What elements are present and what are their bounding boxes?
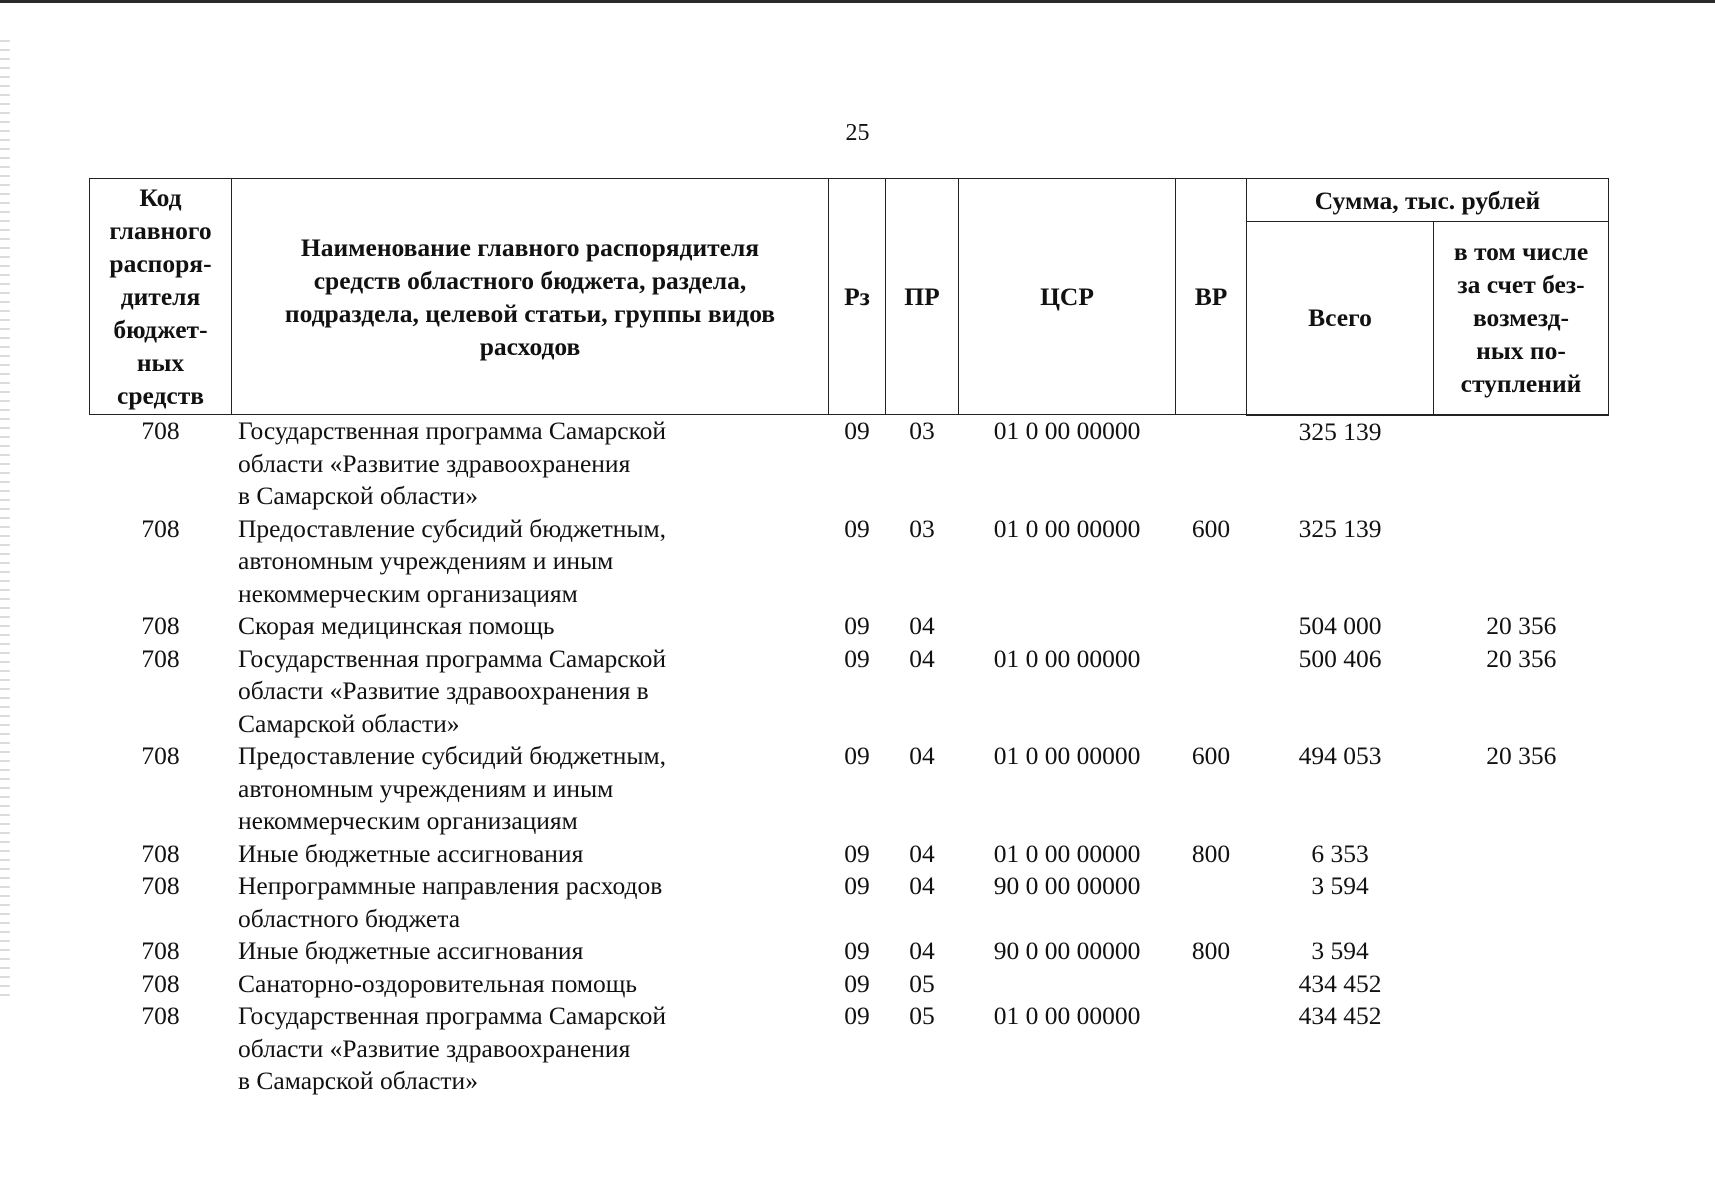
header-code	[90, 179, 232, 415]
cell-name-line: области «Развитие здравоохранения	[238, 448, 631, 478]
table-row	[90, 740, 1609, 838]
cell-free	[1434, 1000, 1609, 1098]
cell-total: 504 000	[1298, 611, 1382, 640]
header-free-line: в том числе	[1453, 237, 1589, 267]
header-name	[232, 179, 829, 415]
page-top-rule	[0, 0, 1715, 3]
table-row	[90, 935, 1609, 968]
cell-total: 494 053	[1298, 741, 1382, 770]
cell-code: 708	[141, 611, 180, 640]
cell-free	[1434, 415, 1609, 513]
header-free-line: ступлений	[1460, 369, 1582, 399]
cell-pr: 04	[909, 936, 935, 965]
cell-rz: 09	[844, 643, 870, 673]
cell-name-line: автономным учреждениям и иным	[238, 546, 614, 575]
cell-name	[232, 838, 829, 871]
cell-rz: 09	[844, 416, 870, 445]
scan-edge-artifact	[0, 40, 10, 1000]
header-sum: Сумма, тыс. рублей	[1247, 179, 1609, 222]
table-header	[90, 179, 1609, 415]
cell-name	[232, 1000, 829, 1098]
cell-rz: 09	[844, 968, 870, 998]
table-row	[90, 513, 1609, 611]
cell-vr: 800	[1191, 838, 1231, 868]
header-free-line: за счет без-	[1457, 270, 1585, 300]
cell-rz: 09	[844, 838, 870, 868]
cell-rz: 09	[844, 741, 870, 770]
table-row	[90, 643, 1609, 741]
header-free-line: возмезд-	[1472, 303, 1570, 333]
cell-total: 3 594	[1311, 936, 1369, 965]
header-code-line: Код	[139, 183, 182, 212]
header-vr: ВР	[1176, 179, 1247, 415]
cell-vr	[1176, 1000, 1247, 1098]
cell-rz: 09	[844, 1001, 870, 1030]
table-row	[90, 415, 1609, 513]
header-pr: ПР	[886, 179, 959, 415]
table-row	[90, 870, 1609, 935]
cell-name-line: Предоставление субсидий бюджетным,	[238, 741, 667, 770]
table-row	[90, 968, 1609, 1001]
cell-name	[232, 643, 829, 741]
header-total: Всего	[1247, 222, 1434, 415]
cell-name-line: Санаторно-оздоровительная помощь	[238, 968, 638, 998]
cell-rz: 09	[844, 936, 870, 965]
cell-total: 3 594	[1311, 871, 1369, 900]
cell-name-line: Предоставление субсидий бюджетным,	[238, 513, 667, 543]
header-free	[1434, 222, 1609, 415]
cell-pr: 04	[909, 611, 935, 640]
cell-name	[232, 935, 829, 968]
cell-name-line: Государственная программа Самарской	[238, 643, 667, 673]
header-code-line: распоря-	[109, 249, 212, 278]
header-code-line: ных	[136, 348, 185, 377]
cell-name	[232, 513, 829, 611]
cell-name-line: Государственная программа Самарской	[238, 416, 667, 445]
cell-vr: 800	[1191, 936, 1231, 965]
header-rz: Рз	[829, 179, 886, 415]
cell-name-line: Иные бюджетные ассигнования	[238, 838, 584, 868]
cell-free: 20 356	[1486, 611, 1557, 640]
page-number: 25	[845, 120, 870, 146]
cell-free	[1434, 968, 1609, 1001]
table-row	[90, 610, 1609, 643]
table-row	[90, 838, 1609, 871]
cell-vr	[1176, 415, 1247, 513]
cell-csr	[959, 968, 1176, 1001]
cell-free	[1434, 838, 1609, 871]
cell-csr: 01 0 00 00000	[993, 643, 1141, 673]
cell-name	[232, 610, 829, 643]
cell-code: 708	[141, 643, 180, 673]
header-code-line: главного	[109, 216, 212, 245]
cell-name-line: Иные бюджетные ассигнования	[238, 936, 584, 965]
header-free-line: ных по-	[1476, 336, 1566, 366]
header-name-line: подраздела, целевой статьи, группы видов	[284, 298, 776, 328]
cell-vr	[1176, 643, 1247, 741]
cell-pr: 03	[909, 513, 935, 543]
cell-name-line: автономным учреждениям и иным	[238, 773, 614, 803]
cell-code: 708	[141, 416, 180, 445]
cell-rz: 09	[844, 871, 870, 900]
cell-vr	[1176, 870, 1247, 935]
header-name-line: Наименование главного распорядителя	[300, 232, 760, 262]
cell-code: 708	[141, 936, 180, 965]
cell-name-line: областного бюджета	[238, 903, 461, 933]
cell-name-line: в Самарской области»	[238, 1066, 478, 1095]
cell-total: 325 139	[1298, 513, 1382, 543]
cell-pr: 04	[909, 741, 935, 770]
cell-pr: 03	[909, 416, 935, 445]
header-csr: ЦСР	[959, 179, 1176, 415]
cell-name	[232, 870, 829, 935]
cell-vr	[1176, 968, 1247, 1001]
cell-code: 708	[141, 968, 180, 998]
cell-rz: 09	[844, 611, 870, 640]
cell-csr: 90 0 00 00000	[993, 871, 1141, 900]
cell-code: 708	[141, 1001, 180, 1030]
cell-free: 20 356	[1486, 643, 1557, 673]
header-code-line: дителя	[120, 282, 201, 311]
cell-total: 434 452	[1298, 1001, 1382, 1030]
cell-csr: 01 0 00 00000	[993, 513, 1141, 543]
cell-name-line: Непрограммные направления расходов	[238, 871, 663, 900]
header-code-line: бюджет-	[113, 315, 208, 344]
cell-pr: 05	[909, 968, 935, 998]
cell-csr: 01 0 00 00000	[993, 838, 1141, 868]
cell-name-line: некоммерческим организациям	[238, 578, 578, 608]
cell-name-line: некоммерческим организациям	[238, 806, 578, 835]
cell-total: 434 452	[1298, 968, 1382, 998]
cell-free	[1434, 870, 1609, 935]
cell-name	[232, 740, 829, 838]
cell-name	[232, 968, 829, 1001]
header-name-line: средств областного бюджета, раздела,	[313, 265, 747, 295]
cell-csr: 90 0 00 00000	[993, 936, 1141, 965]
cell-vr: 600	[1191, 513, 1231, 543]
cell-name	[232, 415, 829, 513]
cell-name-line: в Самарской области»	[238, 481, 478, 510]
cell-csr: 01 0 00 00000	[993, 416, 1141, 445]
cell-free	[1434, 935, 1609, 968]
table-row	[90, 1000, 1609, 1098]
cell-code: 708	[141, 838, 180, 868]
cell-vr: 600	[1191, 741, 1231, 770]
cell-pr: 04	[909, 643, 935, 673]
cell-free	[1434, 513, 1609, 611]
cell-csr: 01 0 00 00000	[993, 1001, 1141, 1030]
cell-name-line: Скорая медицинская помощь	[238, 611, 555, 640]
cell-csr: 01 0 00 00000	[993, 741, 1141, 770]
cell-name-line: области «Развитие здравоохранения	[238, 1033, 631, 1063]
cell-code: 708	[141, 741, 180, 770]
header-code-line: средств	[117, 381, 204, 410]
table-body	[90, 415, 1609, 1098]
cell-rz: 09	[844, 513, 870, 543]
cell-pr: 04	[909, 871, 935, 900]
cell-code: 708	[141, 871, 180, 900]
cell-pr: 04	[909, 838, 935, 868]
cell-total: 325 139	[1298, 416, 1382, 446]
cell-code: 708	[141, 513, 180, 543]
header-name-line: расходов	[479, 331, 581, 361]
cell-pr: 05	[909, 1001, 935, 1030]
cell-name-line: Государственная программа Самарской	[238, 1001, 667, 1030]
budget-table	[89, 178, 1609, 1098]
cell-total: 500 406	[1298, 643, 1382, 673]
cell-name-line: Самарской области»	[238, 708, 460, 738]
cell-free: 20 356	[1486, 741, 1557, 770]
cell-name-line: области «Развитие здравоохранения в	[238, 676, 649, 705]
cell-total: 6 353	[1311, 838, 1369, 868]
cell-csr	[959, 610, 1176, 643]
cell-vr	[1176, 610, 1247, 643]
